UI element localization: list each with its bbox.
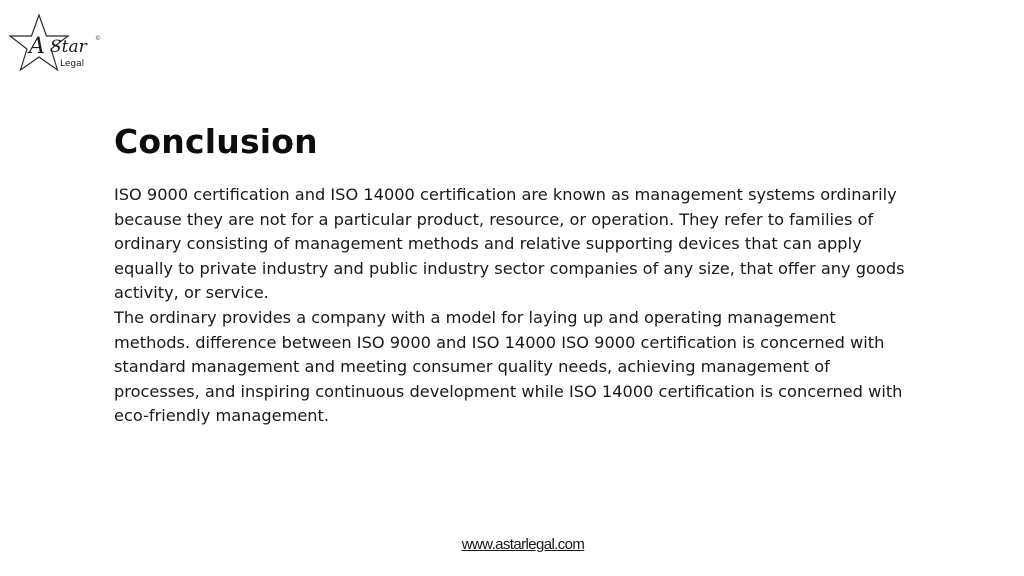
slide-title: Conclusion [114, 122, 318, 161]
logo-word: Star [50, 37, 87, 57]
website-link[interactable]: www.astarlegal.com [461, 536, 585, 553]
logo-subtitle: Legal [60, 59, 85, 69]
logo-letter: A [29, 34, 45, 59]
body-paragraph-2: The ordinary provides a company with a model for laying up and operating management methods. difference between ISO 9000 and ISO 14000 ISO 9000 certification is concerned with standard management and meeting consumer quality needs, achieving management of processes, and inspiring continuous development while ISO 14000 certification is concerned with eco-friendly management. [114, 307, 903, 426]
copyright-mark: © [95, 35, 101, 42]
astar-legal-logo[interactable] [8, 12, 104, 76]
body-paragraph-1: ISO 9000 certification and ISO 14000 certification are known as management systems ordinarily because they are not for a particular product, resource, or operation. They refer to families of ordinary consisting of management methods and relative supporting devices that can apply equally to private industry and public industry sector companies of any size, that offer any goods activity, or service. [114, 185, 905, 303]
slide-body [114, 183, 914, 429]
